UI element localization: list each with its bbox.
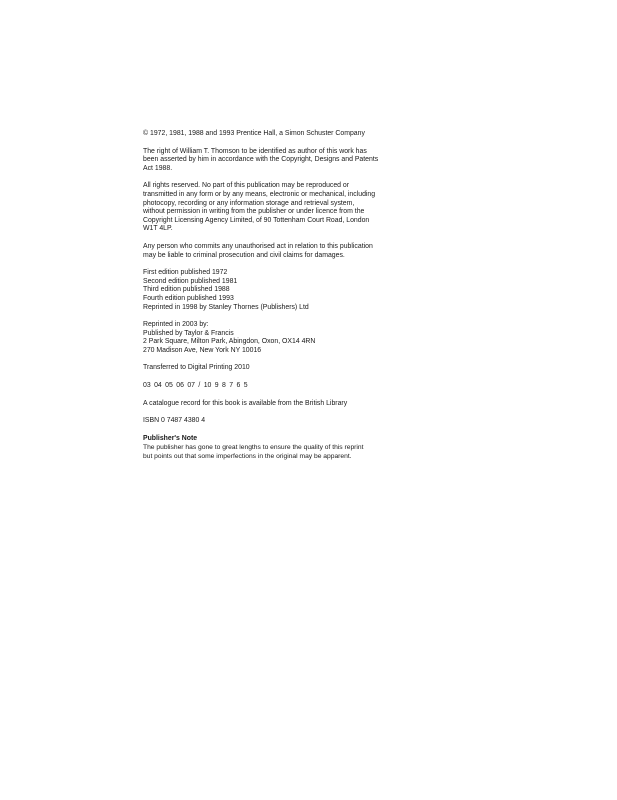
copyright-notice: [143, 130, 443, 139]
rights-reserved-line: transmitted in any form or by any means, electronic or mechanical, including: [143, 190, 376, 198]
isbn-line: ISBN 0 7487 4380 4: [143, 417, 206, 425]
moral-rights-line: been asserted by him in accordance with the Copyright, Designs and Patents: [143, 156, 379, 164]
catalogue-line: A catalogue record for this book is available from the British Library: [143, 399, 348, 407]
rights-reserved-statement: [143, 182, 443, 234]
publishers-note: [143, 435, 443, 461]
liability-line: may be liable to criminal prosecution and civil claims for damages.: [143, 251, 345, 259]
rights-reserved-line: photocopy, recording or any information storage and retrieval system,: [143, 199, 355, 207]
publishers-note-line: but points out that some imperfections in the original may be apparent.: [143, 452, 352, 460]
reprint-line: Published by Taylor & Francis: [143, 329, 234, 337]
digital-printing-line: Transferred to Digital Printing 2010: [143, 364, 250, 372]
publishers-note-heading: Publisher's Note: [143, 434, 198, 442]
moral-rights-line: Act 1988.: [143, 164, 173, 172]
rights-reserved-line: without permission in writing from the publisher or under licence from the: [143, 208, 365, 216]
publishers-note-line: The publisher has gone to great lengths to ensure the quality of this reprint: [143, 443, 364, 451]
edition-history: [143, 269, 443, 312]
rights-reserved-line: W1T 4LP.: [143, 225, 173, 233]
liability-line: Any person who commits any unauthorised act in relation to this publication: [143, 242, 373, 250]
rights-reserved-line: All rights reserved. No part of this publication may be reproduced or: [143, 182, 350, 190]
reprint-line: 2 Park Square, Milton Park, Abingdon, Oxon, OX14 4RN: [143, 338, 316, 346]
edition-line: Second edition published 1981: [143, 277, 238, 285]
moral-rights-line: The right of William T. Thomson to be identified as author of this work has: [143, 147, 367, 155]
reprint-publisher-info: [143, 321, 443, 355]
liability-statement: [143, 243, 443, 260]
printer-key-line: 03 04 05 06 07 / 10 9 8 7 6 5: [143, 382, 248, 390]
edition-line: First edition published 1972: [143, 269, 228, 277]
digital-printing-notice: [143, 364, 443, 373]
printer-key: [143, 382, 443, 391]
reprint-line: 270 Madison Ave, New York NY 10016: [143, 346, 262, 354]
edition-line: Third edition published 1988: [143, 286, 230, 294]
rights-reserved-line: Copyright Licensing Agency Limited, of 90 Tottenham Court Road, London: [143, 216, 370, 224]
reprint-line: Reprinted in 2003 by:: [143, 321, 209, 329]
edition-line: Fourth edition published 1993: [143, 294, 234, 302]
isbn-block: [143, 417, 443, 426]
edition-line: Reprinted in 1998 by Stanley Thornes (Publishers) Ltd: [143, 303, 309, 311]
moral-rights-statement: [143, 148, 443, 174]
copyright-page: [143, 130, 443, 470]
catalogue-record: [143, 400, 443, 409]
copyright-line: © 1972, 1981, 1988 and 1993 Prentice Hall, a Simon Schuster Company: [143, 130, 365, 137]
